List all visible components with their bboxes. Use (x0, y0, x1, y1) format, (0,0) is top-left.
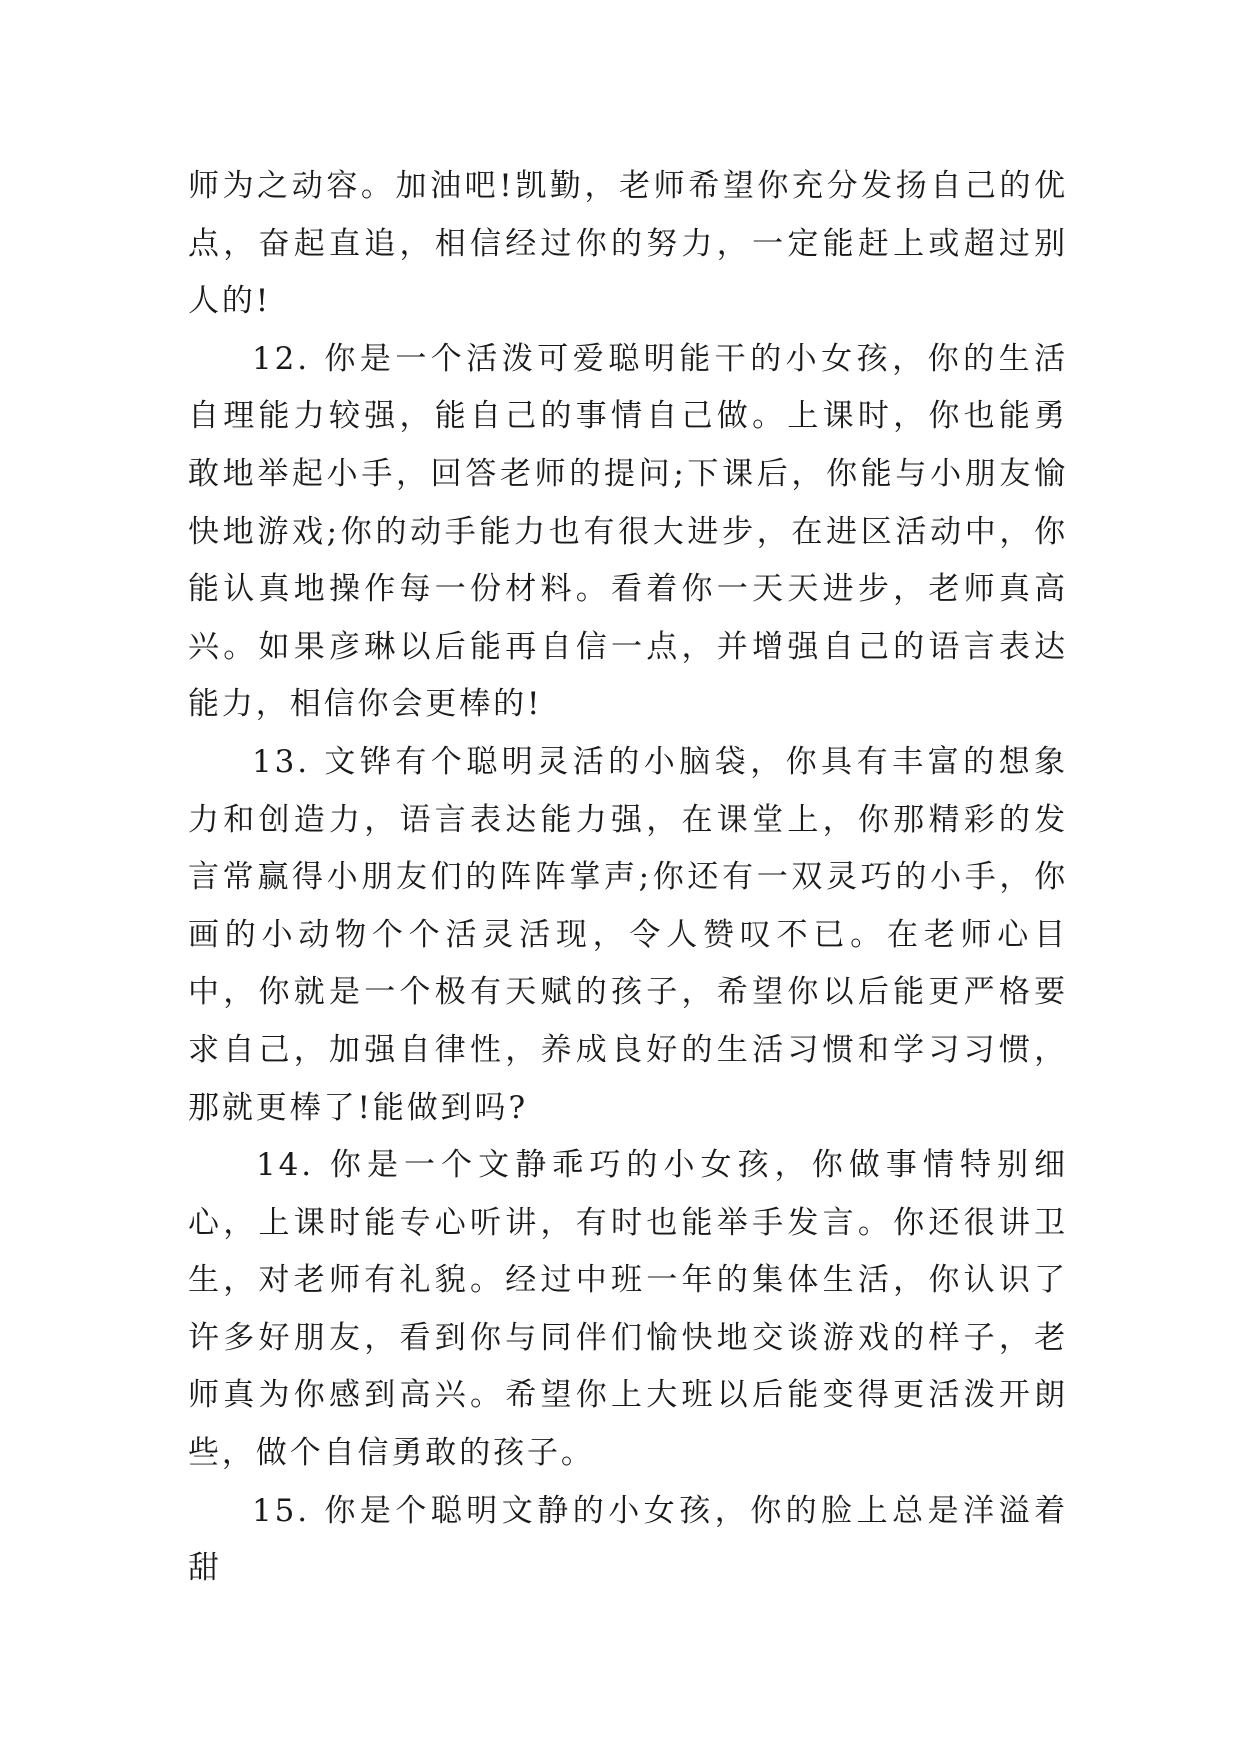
paragraph-15: 15. 你是个聪明文静的小女孩，你的脸上总是洋溢着甜 (188, 1492, 1068, 1587)
paragraph-14: 14. 你是一个文静乖巧的小女孩，你做事情特别细心，上课时能专心听讲，有时也能举手发言。你还很讲卫生，对老师有礼貌。经过中班一年的集体生活，你认识了许多好朋友，看到你与同伴们愉快地交谈游戏的样子，老师真为你感到高兴。希望你上大班以后能变得更活泼开朗些，做个自信勇敢的孩子。 (188, 1147, 1068, 1472)
paragraph-11-continued: 师为之动容。加油吧!凯勤，老师希望你充分发扬自己的优点，奋起直追，相信经过你的努力，一定能赶上或超过别人的! (188, 168, 1068, 320)
document-body (188, 158, 1068, 1598)
paragraph-12: 12. 你是一个活泼可爱聪明能干的小女孩，你的生活自理能力较强，能自己的事情自己做。上课时，你也能勇敢地举起小手，回答老师的提问;下课后，你能与小朋友愉快地游戏;你的动手能力也有很大进步，在进区活动中，你能认真地操作每一份材料。看着你一天天进步，老师真高兴。如果彦琳以后能再自信一点，并增强自己的语言表达能力，相信你会更棒的! (188, 340, 1068, 723)
paragraph-13: 13. 文铧有个聪明灵活的小脑袋，你具有丰富的想象力和创造力，语言表达能力强，在课堂上，你那精彩的发言常赢得小朋友们的阵阵掌声;你还有一双灵巧的小手，你画的小动物个个活灵活现，令人赞叹不已。在老师心目中，你就是一个极有天赋的孩子，希望你以后能更严格要求自己，加强自律性，养成良好的生活习惯和学习习惯，那就更棒了!能做到吗? (188, 743, 1068, 1126)
